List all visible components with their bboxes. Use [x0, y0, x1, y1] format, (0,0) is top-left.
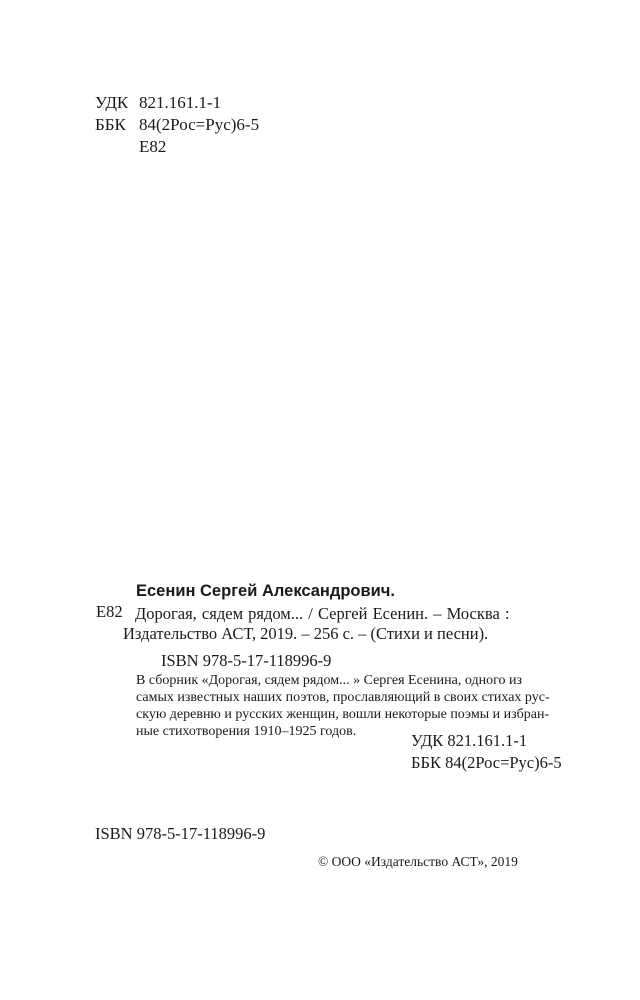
- annotation-line: скую деревню и русских женщин, вошли некоторые поэмы и избран-: [136, 707, 550, 722]
- bbk-value: 84(2Рос=Рус)6-5: [139, 115, 260, 134]
- description-line-1: Дорогая, сядем рядом... / Сергей Есенин. – Москва :: [135, 604, 510, 623]
- annotation-line: ные стихотворения 1910–1925 годов.: [136, 724, 357, 739]
- top-classification-codes: [95, 92, 259, 158]
- copyright-notice: © ООО «Издательство АСТ», 2019: [318, 854, 518, 869]
- catalog-bbk: ББК 84(2Рос=Рус)6-5: [411, 753, 562, 772]
- annotation-line: самых известных наших поэтов, прославляющий в своих стихах рус-: [136, 690, 550, 705]
- footer-isbn: ISBN 978-5-17-118996-9: [95, 824, 266, 843]
- author-sign-row: [95, 136, 259, 158]
- annotation-line: В сборник «Дорогая, сядем рядом... » Сергея Есенина, одного из: [136, 673, 522, 688]
- author-sign-top: Е82: [139, 137, 167, 156]
- catalog-author-sign: Е82: [96, 602, 123, 621]
- udk-row: [95, 92, 259, 114]
- catalog-description: [123, 604, 509, 644]
- catalog-isbn: ISBN 978-5-17-118996-9: [161, 651, 332, 670]
- catalog-udk: УДК 821.161.1-1: [411, 731, 528, 750]
- bbk-label: ББК: [95, 115, 126, 134]
- udk-label: УДК: [95, 93, 129, 112]
- udk-value: 821.161.1-1: [139, 93, 222, 112]
- bbk-row: [95, 114, 259, 136]
- catalog-author: Есенин Сергей Александрович.: [136, 582, 395, 600]
- catalog-classification-codes: [411, 730, 562, 774]
- description-line-2: Издательство АСТ, 2019. – 256 с. – (Стихи и песни).: [123, 624, 489, 643]
